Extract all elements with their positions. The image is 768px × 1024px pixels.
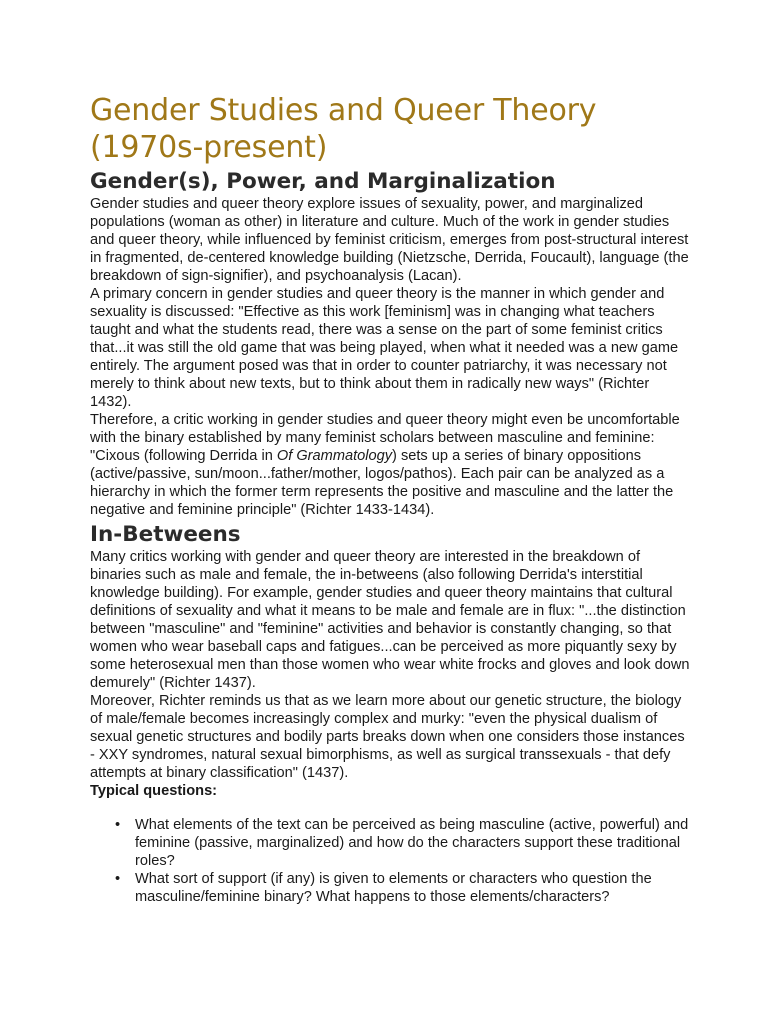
book-title-italic: Of Grammatology bbox=[276, 448, 393, 464]
paragraph-breakdown: Many critics working with gender and queer theory are interested in the breakdown of binaries such as male and female, the in-betweens (also following Derrida's interstitial knowledge building). For example, gender studies and queer theory maintains that cultural definitions of sexuality and what it means to be male and female are in flux: "...the distinction between "masculine" and "feminine" activities and behavior is constantly changing, so that women who wear baseball caps and fatigues...can be perceived as more piquantly sexy by some heterosexual men than those women who wear white frocks and gloves and look down demurely" (Richter 1437). bbox=[90, 549, 690, 691]
paragraph-intro: Gender studies and queer theory explore issues of sexuality, power, and marginalized populations (woman as other) in literature and culture. Much of the work in gender studies and queer theory, while influenced by feminist criticism, emerges from post-structural interest in fragmented, de-centered knowledge building (Nietzsche, Derrida, Foucault), language (the breakdown of sign-signifier), and psychoanalysis (Lacan). bbox=[90, 196, 689, 284]
paragraph-binary bbox=[90, 411, 690, 519]
questions-list bbox=[90, 816, 690, 906]
page-title bbox=[90, 92, 690, 166]
paragraph-genetics: Moreover, Richter reminds us that as we learn more about our genetic structure, the biology of male/female becomes increasingly complex and murky: "even the physical dualism of sexual genetic structures and bodily parts breaks down when one considers those instances - XXY syndromes, natural sexual bimorphisms, as well as surgical transsexuals - that defy attempts at binary classification" (1437). bbox=[90, 693, 685, 781]
paragraph-primary-concern: A primary concern in gender studies and queer theory is the manner in which gender and sexuality is discussed: "Effective as this work [feminism] was in changing what teachers taught and what the students read, there was a sense on the part of some feminist critics that...it was still the old game that was being played, when what it needed was a new game entirely. The argument posed was that in order to counter patriarchy, it was necessary not merely to think about new texts, but to think about them in radically new ways" (Richter 1432). bbox=[90, 286, 679, 410]
list-item: • What elements of the text can be perceived as being masculine (active, powerful) and feminine (passive, marginalized) and how do the characters support these traditional roles? bbox=[135, 816, 690, 870]
paragraph-binary-text-start: Therefore, a critic working in gender studies and queer theory might even be uncomfortable with the binary established by many feminist scholars between masculine and feminine: "Cixous (following Derrida in bbox=[90, 412, 680, 464]
title-line-2: (1970s-present) bbox=[90, 130, 328, 165]
section-heading-in-betweens: In-Betweens bbox=[90, 522, 241, 547]
typical-questions-label: Typical questions: bbox=[90, 783, 218, 799]
paragraph-binary-text-end: ) sets up a series of binary oppositions (active/passive, sun/moon...father/mother, logos/pathos). Each pair can be analyzed as a hierarchy in which the former term represents the positive and masculine and the latter the negative and feminine principle" (Richter 1433-1434). bbox=[90, 448, 674, 518]
document-page bbox=[90, 92, 690, 906]
title-line-1: Gender Studies and Queer Theory bbox=[90, 93, 597, 128]
section-heading-gender-power: Gender(s), Power, and Marginalization bbox=[90, 169, 556, 194]
list-item: • What sort of support (if any) is given to elements or characters who question the masculine/feminine binary? What happens to those elements/characters? bbox=[135, 870, 690, 906]
